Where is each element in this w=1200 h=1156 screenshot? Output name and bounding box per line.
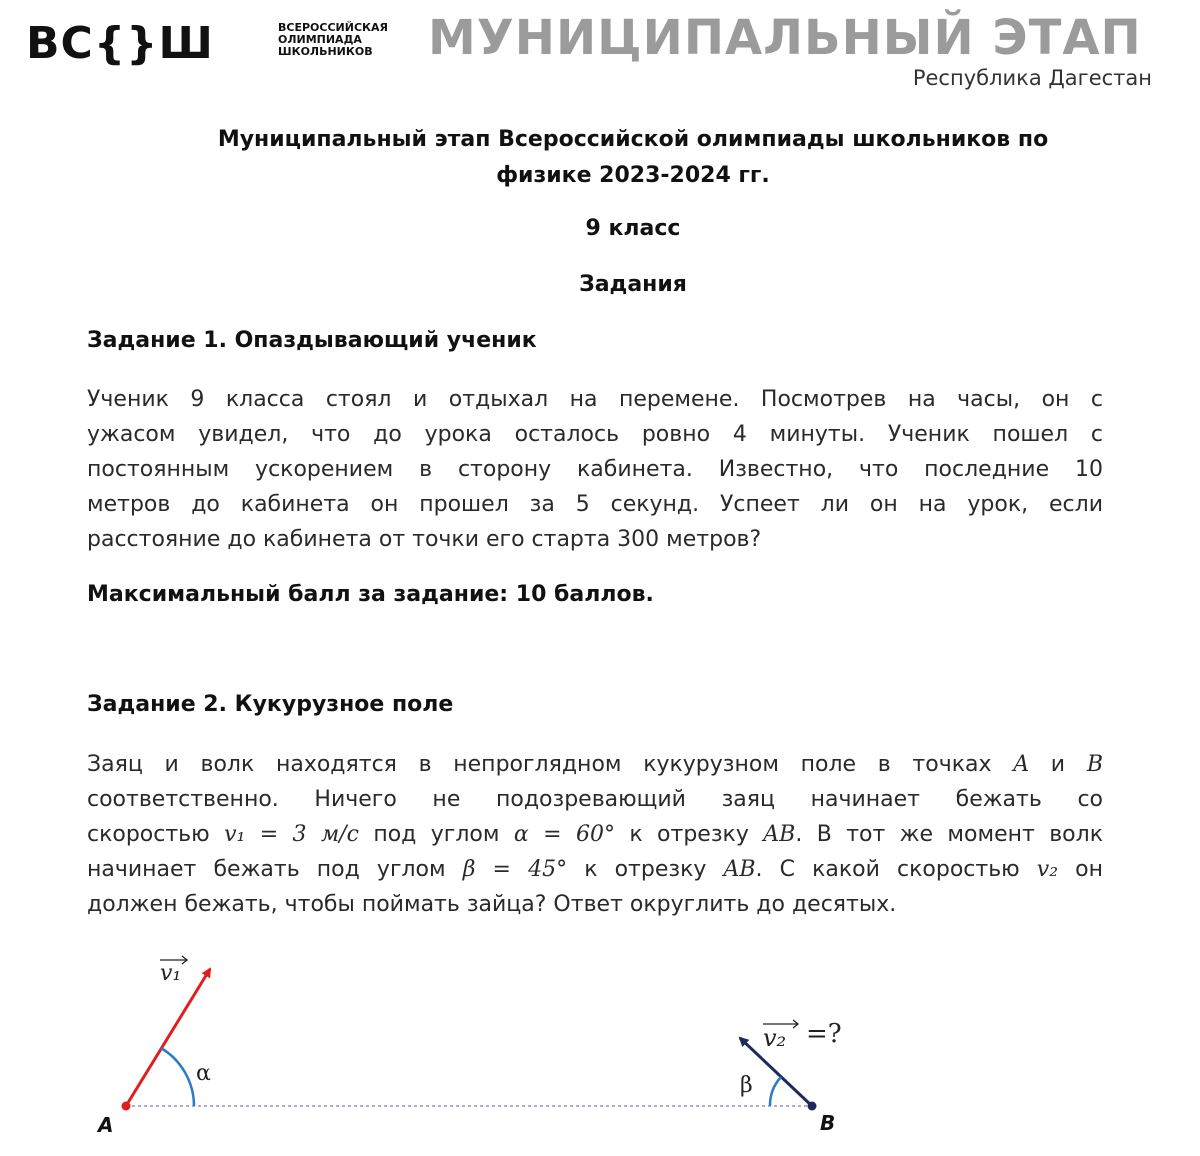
logo-mark: ВС{}Ш xyxy=(26,18,214,69)
text-line: метров до кабинета он прошел за 5 секунд. Успеет ли он на урок, если xyxy=(87,492,1103,517)
v2-question: =? xyxy=(806,1019,842,1049)
text-fragment: начинает бежать под углом xyxy=(87,857,446,882)
point-a-label: A xyxy=(98,1113,114,1137)
task1-max-score: Максимальный балл за задание: 10 баллов. xyxy=(87,582,654,607)
text-line xyxy=(87,817,1103,852)
text-line: ужасом увидел, что до урока осталось ровно 4 минуты. Ученик пошел с xyxy=(87,422,1103,447)
point-b-label: B xyxy=(820,1111,836,1135)
page-header xyxy=(0,0,1200,100)
text-fragment: и xyxy=(1050,752,1066,777)
alpha-arc xyxy=(161,1048,194,1106)
segment-ab-ref: AB xyxy=(723,857,756,882)
logo-caption-line: ОЛИМПИАДА xyxy=(278,33,362,46)
text-fragment: он xyxy=(1075,857,1103,882)
v1-expression: v₁ = 3 м/с xyxy=(224,822,359,847)
task1-heading: Задание 1. Опаздывающий ученик xyxy=(87,328,537,353)
alpha-expression: α = 60° xyxy=(513,822,615,847)
text-line: должен бежать, чтобы поймать зайца? Ответ округлить до десятых. xyxy=(87,892,897,917)
segment-ab-ref: AB xyxy=(763,822,796,847)
point-a-dot xyxy=(122,1102,131,1111)
point-b-ref: B xyxy=(1086,752,1103,777)
task1-text xyxy=(87,382,1103,557)
stage-title: МУНИЦИПАЛЬНЫЙ ЭТАП xyxy=(428,10,1142,66)
v2-label: v₂ xyxy=(763,1024,787,1052)
text-line xyxy=(87,852,1103,887)
text-line: соответственно. Ничего не подозревающий заяц начинает бежать со xyxy=(87,787,1103,812)
document-title xyxy=(150,122,1116,194)
v2-ref: v₂ xyxy=(1036,857,1059,882)
point-a-ref: A xyxy=(1013,752,1030,777)
beta-arc xyxy=(770,1077,781,1106)
text-fragment: под углом xyxy=(373,822,500,847)
text-fragment: скоростью xyxy=(87,822,210,847)
vsosh-logo xyxy=(26,18,388,69)
title-line: Муниципальный этап Всероссийской олимпиады школьников по xyxy=(217,127,1049,152)
logo-caption-line: ШКОЛЬНИКОВ xyxy=(278,45,373,58)
logo-caption xyxy=(278,22,418,58)
text-fragment: к отрезку xyxy=(584,857,707,882)
task2-figure xyxy=(0,940,1200,1156)
alpha-label: α xyxy=(196,1061,211,1086)
beta-expression: β = 45° xyxy=(462,857,568,882)
beta-label: β xyxy=(740,1073,753,1098)
task2-heading: Задание 2. Кукурузное поле xyxy=(87,692,454,717)
section-heading: Задания xyxy=(579,272,687,297)
v1-label: v₁ xyxy=(160,961,182,986)
text-fragment: Заяц и волк находятся в непроглядном кукурузном поле в точках xyxy=(87,752,992,777)
point-b-dot xyxy=(808,1102,817,1111)
text-line: Ученик 9 класса стоял и отдыхал на перемене. Посмотрев на часы, он с xyxy=(87,387,1103,412)
task2-text xyxy=(87,747,1103,922)
logo-caption-line: ВСЕРОССИЙСКАЯ xyxy=(278,21,388,34)
region-name: Республика Дагестан xyxy=(912,66,1152,90)
text-line xyxy=(87,747,1103,782)
title-line: физике 2023-2024 гг. xyxy=(496,163,770,188)
text-line: постоянным ускорением в сторону кабинета. Известно, что последние 10 xyxy=(87,457,1103,482)
grade-heading: 9 класс xyxy=(585,216,681,241)
text-fragment: . С какой скоростью xyxy=(755,857,1020,882)
text-fragment: к отрезку xyxy=(629,822,749,847)
text-line: расстояние до кабинета от точки его старта 300 метров? xyxy=(87,527,762,552)
text-fragment: . В тот же момент волк xyxy=(795,822,1103,847)
